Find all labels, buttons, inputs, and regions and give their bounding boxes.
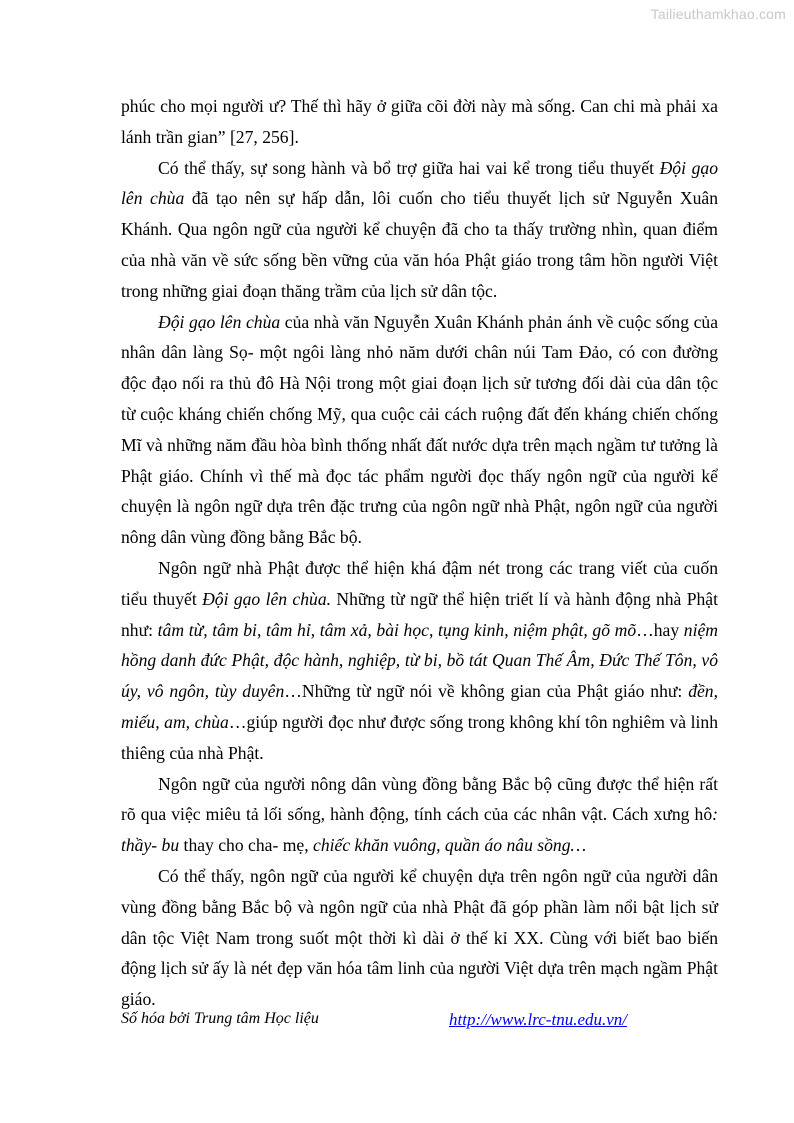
page-footer	[121, 1010, 718, 1034]
text-run: Có thể thấy, sự song hành và bổ trợ giữa hai vai kể trong tiểu thuyết	[158, 157, 660, 178]
paragraph-4	[121, 553, 718, 769]
paragraph-3	[121, 307, 718, 553]
italic-terms: chiếc khăn vuông, quần áo nâu sồng…	[313, 835, 587, 856]
italic-terms: : thầy- bu	[121, 804, 718, 856]
paragraph-6	[121, 861, 718, 1015]
paragraph-1	[121, 91, 718, 153]
italic-terms: tâm từ, tâm bi, tâm hỉ, tâm xả, bài học, tụng kinh, niệm phật, gõ mõ	[157, 619, 637, 640]
text-run: phúc cho mọi người ư? Thế thì hãy ở giữa cõi đời này mà sống. Can chi mà phải xa lánh trần gian” [27, 256].	[121, 96, 718, 147]
book-title: Đội gạo lên chùa.	[202, 588, 332, 609]
text-run: Ngôn ngữ của người nông dân vùng đồng bằng Bắc bộ cũng được thể hiện rất rõ qua việc miêu tả lối sống, hành động, tính cách của các nhân vật. Cách xưng hô	[121, 773, 718, 825]
page-body	[121, 91, 718, 1015]
book-title: Đội gạo lên chùa	[121, 157, 718, 209]
text-run: của nhà văn Nguyễn Xuân Khánh phản ánh về cuộc sống của nhân dân làng Sọ- một ngôi làng nhỏ năm dưới chân núi Tam Đảo, có con đường độc đạo nối ra thủ đô Hà Nội trong một giai đoạn lịch sử tương đối dài của dân tộc từ cuộc kháng chiến chống Mỹ, qua cuộc cải cách ruộng đất đến kháng chiến chống Mĩ và những năm đầu hòa bình thống nhất đất nước dựa trên mạch ngầm tư tưởng là Phật giáo. Chính vì thế mà đọc tác phẩm người đọc thấy ngôn ngữ của người kể chuyện là ngôn ngữ dựa trên đặc trưng của ngôn ngữ nhà Phật, ngôn ngữ của người nông dân vùng đồng bằng Bắc bộ.	[121, 311, 719, 548]
text-run: thay cho cha- mẹ,	[179, 835, 314, 856]
footer-credit: Số hóa bởi Trung tâm Học liệu	[121, 1010, 319, 1027]
text-run: Ngôn ngữ nhà Phật được thể hiện khá đậm nét trong các trang viết của cuốn tiểu thuyết	[121, 557, 718, 609]
italic-terms: đền, miếu, am, chùa	[121, 681, 718, 732]
text-run: Có thể thấy, ngôn ngữ của người kể chuyện dựa trên ngôn ngữ của người dân vùng đồng bằng Bắc bộ và ngôn ngữ của nhà Phật đã góp phần làm nổi bật lịch sử dân tộc Việt Nam trong suốt một thời kì dài ở thế kỉ XX. Cùng với biết bao biến động lịch sử ấy là nét đẹp văn hóa tâm linh của người Việt dựa trên mạch ngầm Phật giáo.	[121, 865, 718, 1010]
text-run: Những từ ngữ thể hiện triết lí và hành động nhà Phật như:	[121, 588, 718, 640]
text-run: đã tạo nên sự hấp dẫn, lôi cuốn cho tiểu thuyết lịch sử Nguyễn Xuân Khánh. Qua ngôn ngữ của người kể chuyện đã cho ta thấy trường nhìn, quan điểm của nhà văn về sức sống bền vững của văn hóa Phật giáo trong tâm hồn người Việt trong những giai đoạn thăng trầm của lịch sử dân tộc.	[121, 188, 718, 301]
book-title: Đội gạo lên chùa	[158, 311, 281, 332]
text-run: …giúp người đọc như được sống trong không khí tôn nghiêm và linh thiêng của nhà Phật.	[121, 711, 718, 763]
watermark: Tailieuthamkhao.com	[650, 6, 786, 22]
footer-link[interactable]: http://www.lrc-tnu.edu.vn/	[449, 1010, 628, 1029]
text-run: …hay	[636, 619, 684, 640]
paragraph-2	[121, 153, 718, 307]
paragraph-5	[121, 769, 718, 861]
text-run: …Những từ ngữ nói về không gian của Phật giáo như:	[284, 681, 689, 702]
italic-terms: niệm hồng danh đức Phật, độc hành, nghiệp, từ bi, bồ tát Quan Thế Âm, Đức Thế Tôn, vô úy, vô ngôn, tùy duyên	[121, 619, 718, 702]
